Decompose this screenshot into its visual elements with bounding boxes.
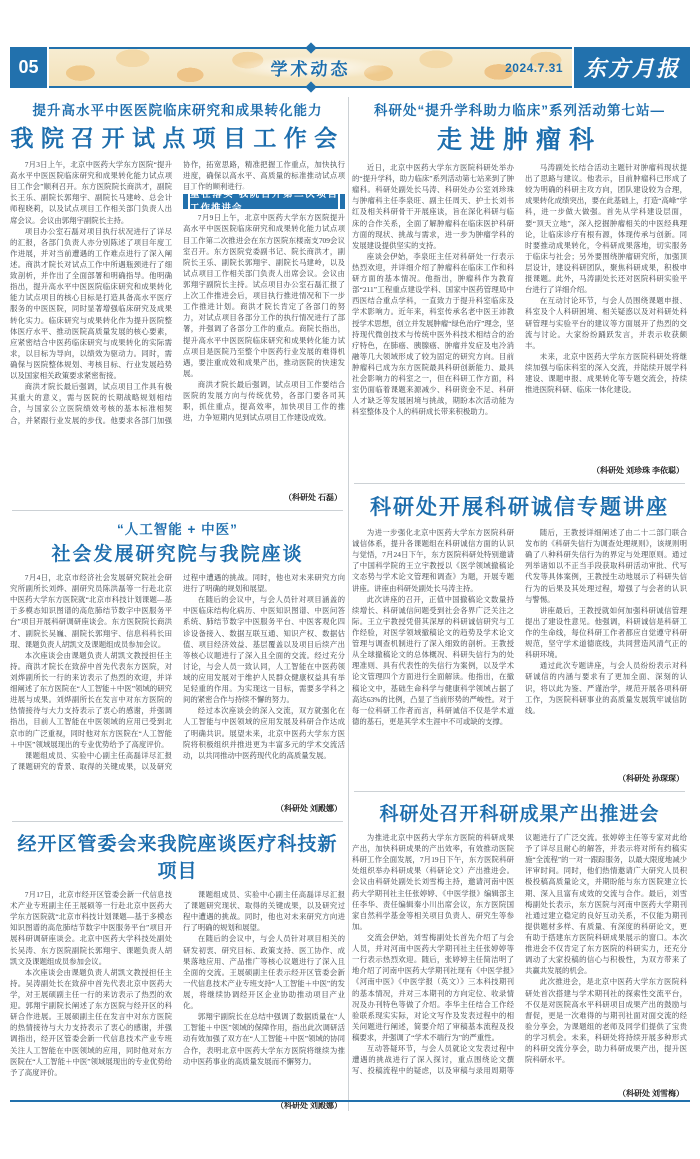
body-paragraph: 讲座最后，王教授就如何加强科研诚信管理提出了建设性意见。他强调，科研诚信是科研工作的生命线，每位科研工作者都应自觉遵守科研规范，坚守学术道德底线，共同营造风清气正的科研环境。 xyxy=(525,605,687,660)
body-paragraph: 马涛副处长结合活动主题针对肿瘤科现状提出了思路与建议。他表示，目前肿瘤科已形成了较为明确的科研主攻方向，团队建设较为合理，成果转化成绩突出，要在此基础上，打造“高峰”学科，进一步做大做强。首先从学科建设层面，要“顶天立地”，深入挖掘肿瘤相关的中医经典理论，让临床诊疗有根有源，体现传承与创新。同时要推动成果转化，令科研成果落地，切实服务于临床与社会；另外要围绕肿瘤研究所，加强顶层设计，建设科研团队，聚焦科研成果，积极申报课题。此外，马涛副处长还对医院科研实验平台进行了详细介绍。 xyxy=(525,163,687,295)
body-paragraph: 商洪才院长最后强调，试点项目工作要结合医院的发展方向与传统优势，各部门要各司其职，抓住重点，提高效率，加快项目工作的推进，力争短期内见到试点项目工作建设成效。 xyxy=(183,379,345,423)
article-divider xyxy=(12,510,343,511)
body-paragraph: 交流会伊始，刘雪梅副处长首先介绍了与会人员，并对河南中医药大学期刊社主任张婷婷等一行表示热烈欢迎。随后，张婷婷主任简洁明了地介绍了河南中医药大学期刊社现有《中医学报》《河南中医》《中医学报（英文）》三本科技期刊的基本情况，并对三本期刊的方向定位、收录情况及办刊特色等做了介绍。李华主任结合工作经验联系现实实际，对论文写作及发表过程中的相关问题进行阐述，简要介绍了审稿基本流程及投稿要求，并强调了“学术不端行为”的严重性。 xyxy=(352,932,514,1042)
article-output-promotion-meeting xyxy=(352,799,687,1099)
article-byline: （科研处 孙琛琛） xyxy=(618,774,684,783)
article-byline: （科研处 刘雪梅） xyxy=(618,1089,684,1098)
article-kicker: 提升高水平中医医院临床研究和成果转化能力 xyxy=(32,103,323,118)
article-body xyxy=(10,889,345,1097)
article-oncology-dept xyxy=(352,99,687,476)
body-paragraph: 本次座谈会由课题负责人胡凯文教授担任主持。商洪才院长在致辞中首先代表东方医院，对刘烨副所长一行的来访表示了热烈的欢迎，并详细阐述了东方医院在“人工智能＋中医”领域的研究进展与成果。刘烨副所长在发言中对东方医院的热情接待与大力支持表示了衷心的感谢，并强调指出，目前人工智能在中医领域的应用已受到北京市的广泛重视，同时他对东方医院在“人工智能＋中医”领域展现出的专业优势给予了高度评价。 xyxy=(10,650,172,749)
body-paragraph: 在随后的会议中，与会人员针对项目相关的研发初衷、研究目标、政策支持、医工协作、成果落地应用、产品推广等核心议题进行了深入且全面的交流。王展硕副主任表示经开区管委会新一代信息技术产业专班支持“人工智能＋中医”的发展，将继续协调经开区企业协助推动项目产业化。 xyxy=(183,934,345,1011)
body-paragraph: 座谈会伊始，李泉旺主任对科研处一行表示热烈欢迎，并详细介绍了肿瘤科在临床工作和科研方面的基本情况。他指出，肿瘤科作为教育部“211”工程重点建设学科、国家中医药管理局中西医结合重点学科，一直致力于提升科室临床及学术影响力。近年来，科室传承名老中医王沛教授学术思想，创立并发展肿瘤“绿色治疗”理念，坚持现代微创技术与传统中医外科技术相结合的治疗特色，在肺癌、胰腺癌、肿瘤并发症及电冷消融等几大领域形成了较为固定的研究方向。目前肿瘤科已成为东方医院最具科研创新能力、最具社会影响力的科室之一，但在科研工作方面，科室仍面临着课题来源减少、科研资金不足、科研人才缺乏等发展困境与挑战，期盼本次活动能为科室整体及个人的科研成长带来积极助力。 xyxy=(352,251,514,417)
right-column-group xyxy=(352,97,687,1111)
article-body xyxy=(352,832,687,1085)
article-divider xyxy=(354,483,685,484)
article-title: 走进肿瘤科 xyxy=(436,127,602,154)
body-paragraph: 7月3日上午，北京中医药大学东方医院“提升高水平中医医院临床研究和成果转化能力试点项目工作会”顺利召开。东方医院院长商洪才，副院长王乐、副院长郭翔宇、副院长马建岭、总会计师程晓莉，以及试点项目工作相关部门负责人出席会议。会议由郭翔宇副院长主持。 xyxy=(10,160,172,225)
article-body xyxy=(352,162,687,462)
body-paragraph: 近日，北京中医药大学东方医院科研处举办的“提升学科，助力临床”系列活动第七站来到了肿瘤科。科研处副处长马涛、科研处办公室刘珍珠与肿瘤科主任李泉旺、副主任周天、护士长刘书红及相关科研骨干开展座谈，旨在深化科研与临床的合作关系，全面了解肿瘤科在临床医护科研方面的现状、挑战与需求，进一步为肿瘤学科的发展建设提供坚实的支持。 xyxy=(352,163,514,250)
body-paragraph: 在随后的会议中，与会人员针对项目涵盖的中医临床结构化病历、中医知识图谱、中医问答系统、肺结节数字中医服务平台、中医客观化四诊设备接入、数据互联互通、知识产权、数据估值、项目经济效益、基层覆盖以及项目后续产出等核心议题进行了深入且全面的交流。经过充分讨论，与会人员一致认同，人工智能在中医药领域的应用发展对于维护人民群众健康权益具有举足轻重的作用。为实现这一目标，需要多学科之间的紧密合作与持续不懈的努力。 xyxy=(183,595,345,705)
left-column-group xyxy=(10,97,345,1111)
page-content xyxy=(10,97,690,1111)
article-ai-tcm-seminar xyxy=(10,518,345,814)
page-header-band xyxy=(10,47,690,88)
article-title: 科研处开展科研诚信专题讲座 xyxy=(370,496,669,519)
article-body xyxy=(352,527,687,770)
body-paragraph: 互动答疑环节，与会人员就论文发表过程中遭遇的挑战进行了深入探讨，重点围绕论文撰写、投稿流程中的疑虑，以及审稿与录用周期等议题进行了广泛交流。张婷婷主任等专家对此给予了详尽且耐心的解答，并表示将对所有约稿实施“全流程”的一对一跟踪服务，以最大限度地减少评审时间。同时，他们热情邀请广大研究人员积极投稿高质量论文，并期盼能与东方医院建立长期、深入且富有成效的交流与合作。最后，刘雪梅副处长表示，东方医院与河南中医药大学期刊社通过建立稳定的良好互动关系，不仅能为期刊提供题材多样、有质量、有深度的科研论文，更有助于搭建东方医院科研成果展示的窗口。本次推进会不仅肯定了东方医院的科研实力，还充分调动了大家投稿的信心与积极性，为双方带来了共赢共发展的机会。 xyxy=(352,833,687,1076)
article-divider xyxy=(354,791,685,792)
body-paragraph: 郭翔宇副院长在总结中强调了数据质量在“人工智能＋中医”领域的保障作用，指出此次调研活动有效加强了双方在“人工智能＋中医”领域的协同合作，表明北京中医药大学东方医院将继续为推动中医药事业的高质量发展而不懈努力。 xyxy=(183,1012,345,1066)
body-paragraph: 7月4日，北京市经济社会发展研究院社会研究所副所长刘烨、副研究员陈洪磊等一行赴北京中医药大学东方医院就“北京市科技计划课题—基于多模态知识图谱的高危肺结节数字中医服务平台”项目开展科研调研座谈会。东方医院院长商洪才、副院长吴巍、副院长郭翔宇、信息科科长田琨、课题负责人胡凯文及课题组成员参加会议。 xyxy=(10,573,172,649)
body-paragraph: 7月9日上午，北京中医药大学东方医院提升高水平中医医院临床研究和成果转化能力试点项目工作第二次推进会在东方医院东楼南支709会议室召开。东方医院党委副书记、院长商洪才，副院长王乐、副院长郭翔宇、副院长马建岭，以及试点项目工作相关部门负责人出席会议。会议由郭翔宇副院长主持。试点项目办公室石磊汇报了上次工作推进会后，项目执行推进情况和下一步工作推进计划。商洪才院长肯定了各部门的努力，对试点项目各部分工作的执行情况进行了部署，并强调了各部分工作的重点。商院长指出，提升高水平中医医院临床研究和成果转化能力试点项目是医院乃至整个中医药行业发展的难得机遇，要注重成效和成果产出，推动医院的快速发展。 xyxy=(183,213,345,378)
body-paragraph: 为进一步强化北京中医药大学东方医院科研诚信体系，提升各课题组在科研诚信方面的认识与觉悟，7月24日下午，东方医院科研处特别邀请了中国科学院的王立宇教授以《医学领域撤稿论文态势与学术论文管理和调查》为题，开展专题讲座。讲座由科研处副处长马涛主持。 xyxy=(352,528,514,593)
body-paragraph: 在互动讨论环节，与会人员围绕课题申报、科室及个人科研困境、相关疑惑以及对科研处科研管理与实验平台的建议等方面展开了热烈的交流与讨论。大家纷纷踊跃发言，并表示收获颇丰。 xyxy=(525,296,687,350)
article-title: 经开区管委会来我院座谈医疗科技新项目 xyxy=(17,834,338,882)
article-byline: （科研处 刘殿娜） xyxy=(276,1101,342,1110)
issue-date: 2024.7.31 xyxy=(505,60,563,75)
article-title: 科研处召开科研成果产出推进会 xyxy=(379,804,660,825)
article-pilot-project xyxy=(10,99,345,503)
article-body xyxy=(10,159,345,489)
body-paragraph: 7月17日，北京市经开区管委会新一代信息技术产业专班副主任王展硕等一行赴北京中医药大学东方医院就“北京市科技计划课题—基于多模态知识图谱的高危肺结节数字中医服务平台”项目开展科研调研座谈会。北京中医药大学科技处副处长吴涛、东方医院副院长郭翔宇、课题负责人胡凯文及课题组成员参加会议。 xyxy=(10,890,172,966)
page-number: 05 xyxy=(10,47,47,88)
body-paragraph: 商洪才院长最后强调，试点项目工作具有极其重大的意义，需与医院的长期战略规划相结合，与国家公立医院绩效考核的基本标准相契合，并紧跟行业发展的步伐。他要求各部门加强协作，拓宽思路，精准把握工作重点，加快执行进度，确保以高水平、高质量的标准推动试点项目工作的顺利进行。 xyxy=(10,160,345,425)
diamond-ornament-icon xyxy=(305,81,316,92)
body-paragraph: 通过此次专题讲座，与会人员纷纷表示对科研诚信的内涵与要求有了更加全面、深刻的认识，将以此为鉴、严谨治学，规范开展各项科研工作，为医院科研事业的高质量发展筑牢诚信防线。 xyxy=(525,661,687,715)
body-paragraph: 项目办公室石磊对项目执行状况进行了详尽的汇报，各部门负责人亦分别陈述了项目年度工作进展，并对当前遭遇的工作难点进行了深入阐述。商洪才院长对试点工作中所遇瓶颈进行了细致剖析，并作出了全面部署和明确指导。他明确指出，提升高水平中医医院临床研究和成果转化能力试点项目的核心目标是打造具备高水平医疗服务的中医医院，同时显著增强临床研究及成果转化实力。临床研究与成果转化作为提升医院整体医疗水平、推动医院高质量发展的核心要素，应紧密结合中医药临床研究与成果转化的实际需求，以目标为导向，以绩效为驱动力。同时，需确保与医院整体规划、考核目标、行业发展趋势以及国家相关政策要求紧密衔接。 xyxy=(10,226,172,381)
article-byline: （科研处 石磊） xyxy=(284,493,342,502)
article-title: 我院召开试点项目工作会 xyxy=(10,125,345,151)
body-paragraph: 为推进北京中医药大学东方医院的科研成果产出，加快科研成果的产出效率，有效推动医院科研工作全面发展，7月19日下午，东方医院科研处组织举办科研成果（科研论文）产出推进会。会议由科研处副处长刘雪梅主持，邀请河南中医药大学期刊社主任张婷婷、《中医学报》编辑部主任李华、责任编辑秦小川出席会议，东方医院国家自然科学基金等相关项目负责人、研究生等参加。 xyxy=(352,833,514,931)
body-paragraph: 课题组成员、实验中心副主任高磊详尽汇报了课题研究的背景、取得的关键成果，以及研究过程中遭遇的挑战。同时，他也对未来研究方向进行了明确的规划和展望。 xyxy=(10,573,345,771)
inline-subheadline xyxy=(183,188,345,214)
body-paragraph: 本次座谈会由课题负责人胡凯文教授担任主持。吴涛副处长在致辞中首先代表北京中医药大学，对王展硕副主任一行的来访表示了热烈的欢迎。郭翔宇副院长阐述了东方医院与经开区的科研合作进展。王展硕副主任在发言中对东方医院的热情接待与大力支持表示了衷心的感谢，并强调指出，经开区管委会新一代信息技术产业专班关注人工智能在中医领域的应用，同时他对东方医院在“人工智能＋中医”领域展现出的专业优势给予了高度评价。 xyxy=(10,967,172,1077)
article-byline: （科研处 刘珍珠 李依聪） xyxy=(592,466,684,475)
article-kicker: “人工智能 + 中医” xyxy=(117,522,238,537)
body-paragraph: 此次讲座的召开，正值中国撤稿论文数量持续增长、科研诚信问题受到社会各界广泛关注之际。王立宇教授凭借其深厚的科研诚信研究与工作经验，对医学领域撤稿论文的趋势及学术论文管理与调查机制进行了深入细致的剖析。王教授从全球撤稿论文的总体概况、科研失信行为的处理准则、具有代表性的失信行为案例，以及学术论文管理四个方面进行全面解读。他指出，在撤稿论文中，基础生命科学与健康科学领域占据了高达63%的比例，凸显了当前形势的严峻性。对于每一位科研工作者而言，科研诚信不仅是学术道德的基石，更是其学术生涯中不可或缺的支撑。 xyxy=(352,594,514,726)
subhead-bar xyxy=(183,194,188,209)
article-divider xyxy=(12,821,343,822)
article-kicker: 科研处“提升学科助力临床”系列活动第七站— xyxy=(374,103,665,118)
section-banner xyxy=(49,47,572,88)
page-bottom-rule xyxy=(10,1100,690,1102)
body-paragraph: 课题组成员、实验中心副主任高磊详尽汇报了课题研究现状、取得的关键成果，以及研究过程中遭遇的挑战。同时，他也对未来研究方向进行了明确的规划和展望。 xyxy=(183,890,345,933)
article-research-integrity-lecture xyxy=(352,491,687,784)
column-rule xyxy=(348,97,349,1111)
body-paragraph: 随后，王教授详细阐述了由二十二部门联合发布的《科研失信行为调查处理规则》，该规则明确了八种科研失信行为的界定与处理原则。通过列举诸如以不正当手段获取科研活动审批、代写代发等具体案例，王教授生动地展示了科研失信行为的后果及其处理过程，增强了与会者的认识与警惕。 xyxy=(525,528,687,604)
subheadline-text: 重在落实 我院召开第二次项目工作推进会 xyxy=(190,188,338,214)
body-paragraph: 未来，北京中医药大学东方医院科研处将继续加强与临床科室的深入交流，并陆续开展学科建设、课题申报、成果转化等专题交流会，持续推进医院科研、临床一体化建设。 xyxy=(525,351,687,395)
article-etdz-visit xyxy=(10,829,345,1111)
diamond-ornament-icon xyxy=(305,42,316,53)
body-paragraph: 此次推进会，是北京中医药大学东方医院科研处首次搭建与学术期刊社的探索性交流平台，不仅是对医院高水平科研项目成果产出的鼓励与督促，更是一次难得的与期刊社面对面交流的经验分享会，为课题组的老师及同学们提供了宝贵的学习机会。未来，科研处将持续开展多种形式的科研交流分享会，助力科研成果产出，提升医院科研水平。 xyxy=(525,977,687,1065)
article-byline: （科研处 刘殿娜） xyxy=(276,804,342,813)
article-body xyxy=(10,572,345,800)
body-paragraph: 经过本次座谈会的深入交流，双方就强化在人工智能与中医领域的应用发展及科研合作达成了明确共识。展望未来，北京中医药大学东方医院将积极组织并推进更为丰富多元的学术交流活动，以共同推动中医药现代化的高质量发展。 xyxy=(183,706,345,760)
subhead-bar xyxy=(340,194,345,209)
masthead: 东方月报 xyxy=(574,47,690,88)
section-title: 学术动态 xyxy=(270,60,351,79)
article-title: 社会发展研究院与我院座谈 xyxy=(51,544,304,565)
